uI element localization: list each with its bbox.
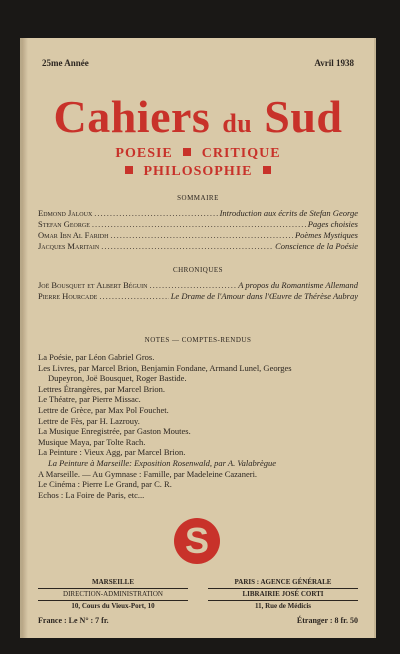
notes-line: La Peinture : Vieux Agg, par Marcel Brion. — [38, 447, 186, 458]
notes-line: Lettre de Fès, par H. Lazrouy. — [38, 415, 140, 426]
subtitle-poesie: POESIE — [115, 146, 173, 161]
sommaire-item: Edmond Jaloux ..... Introduction aux écrits de Stefan George — [38, 208, 358, 218]
notes-line: Echos : La Foire de Paris, etc... — [38, 489, 145, 500]
chroniques-heading: CHRONIQUES — [172, 266, 224, 274]
notes-line: Dupeyron, Joë Bousquet, Roger Bastide. — [48, 373, 187, 384]
notes-line: La Poésie, par Léon Gabriel Gros. — [38, 352, 155, 362]
notes-line: Le Cinéma : Pierre Le Grand, par C. R. — [38, 479, 172, 490]
notes-line: La Musique Enregistrée, par Gaston Moutes. — [38, 426, 191, 437]
notes-line: A Marseille. — Au Gymnase : Famille, par Madeleine Cazaneri. — [38, 468, 258, 479]
price-etranger: Étranger : 8 fr. 50 — [296, 616, 358, 625]
square-ornament — [125, 166, 133, 174]
notes-list — [38, 352, 358, 500]
sommaire-item: Stefan George ..... Pages choisies — [38, 219, 358, 229]
subtitle-line-1 — [22, 146, 374, 162]
notes-line: Le Théatre, par Pierre Missac. — [38, 394, 141, 405]
notes-line: La Peinture à Marseille: Exposition Rosenwald, par A. Valabrègue — [48, 457, 277, 468]
price-france: France : Le N° : 7 fr. — [38, 616, 109, 625]
footer-address: 11, Rue de Médicis — [255, 602, 311, 610]
footer-city: PARIS : AGENCE GÉNÉRALE — [234, 578, 332, 586]
issue-header — [42, 58, 354, 68]
issue-date: Avril 1938 — [314, 58, 354, 68]
subtitle-line-2 — [22, 164, 374, 180]
notes-heading: NOTES — COMPTES-RENDUS — [144, 336, 252, 344]
footer-role: DIRECTION-ADMINISTRATION — [38, 588, 188, 601]
issue-year: 25me Année — [42, 58, 89, 68]
footer-paris — [208, 578, 358, 611]
title-cahiers: Cahiers — [53, 91, 211, 142]
notes-line: Lettre de Grèce, par Max Pol Fouchet. — [38, 404, 169, 415]
notes-line: Lettres Étrangères, par Marcel Brion. — [38, 383, 165, 394]
chronique-item: Pierre Hourcade ..... Le Drame de l'Amour dans l'Œuvre de Thérèse Aubray — [38, 291, 358, 301]
chronique-item: Joë Bousquet et Albert Béguin ..... A propos du Romantisme Allemand — [38, 280, 358, 290]
title-du: du — [222, 109, 253, 138]
notes-line: Les Livres, par Marcel Brion, Benjamin Fondane, Armand Lunel, Georges — [38, 362, 292, 373]
footer-city: MARSEILLE — [91, 578, 134, 586]
magazine-title — [22, 90, 374, 143]
footer-marseille — [38, 578, 188, 611]
square-ornament — [263, 166, 271, 174]
footer-address: 10, Cours du Vieux-Port, 10 — [71, 602, 155, 610]
sommaire-item: Omar Ibn Al Faridh ..... Poèmes Mystiques — [38, 230, 358, 240]
square-ornament — [183, 148, 191, 156]
title-sud: Sud — [264, 91, 343, 142]
cahiers-du-sud-logo: S — [174, 518, 220, 564]
magazine-cover — [20, 38, 376, 638]
subtitle-philosophie: PHILOSOPHIE — [143, 164, 253, 179]
subtitle-critique: CRITIQUE — [201, 146, 281, 161]
sommaire-item: Jacques Maritain ..... Conscience de la Poésie — [38, 241, 358, 251]
price-row — [38, 616, 358, 625]
footer-shop: LIBRAIRIE JOSÉ CORTI — [208, 588, 358, 601]
sommaire-heading: SOMMAIRE — [177, 194, 219, 202]
notes-line: Musique Maya, par Tolte Rach. — [38, 436, 146, 447]
